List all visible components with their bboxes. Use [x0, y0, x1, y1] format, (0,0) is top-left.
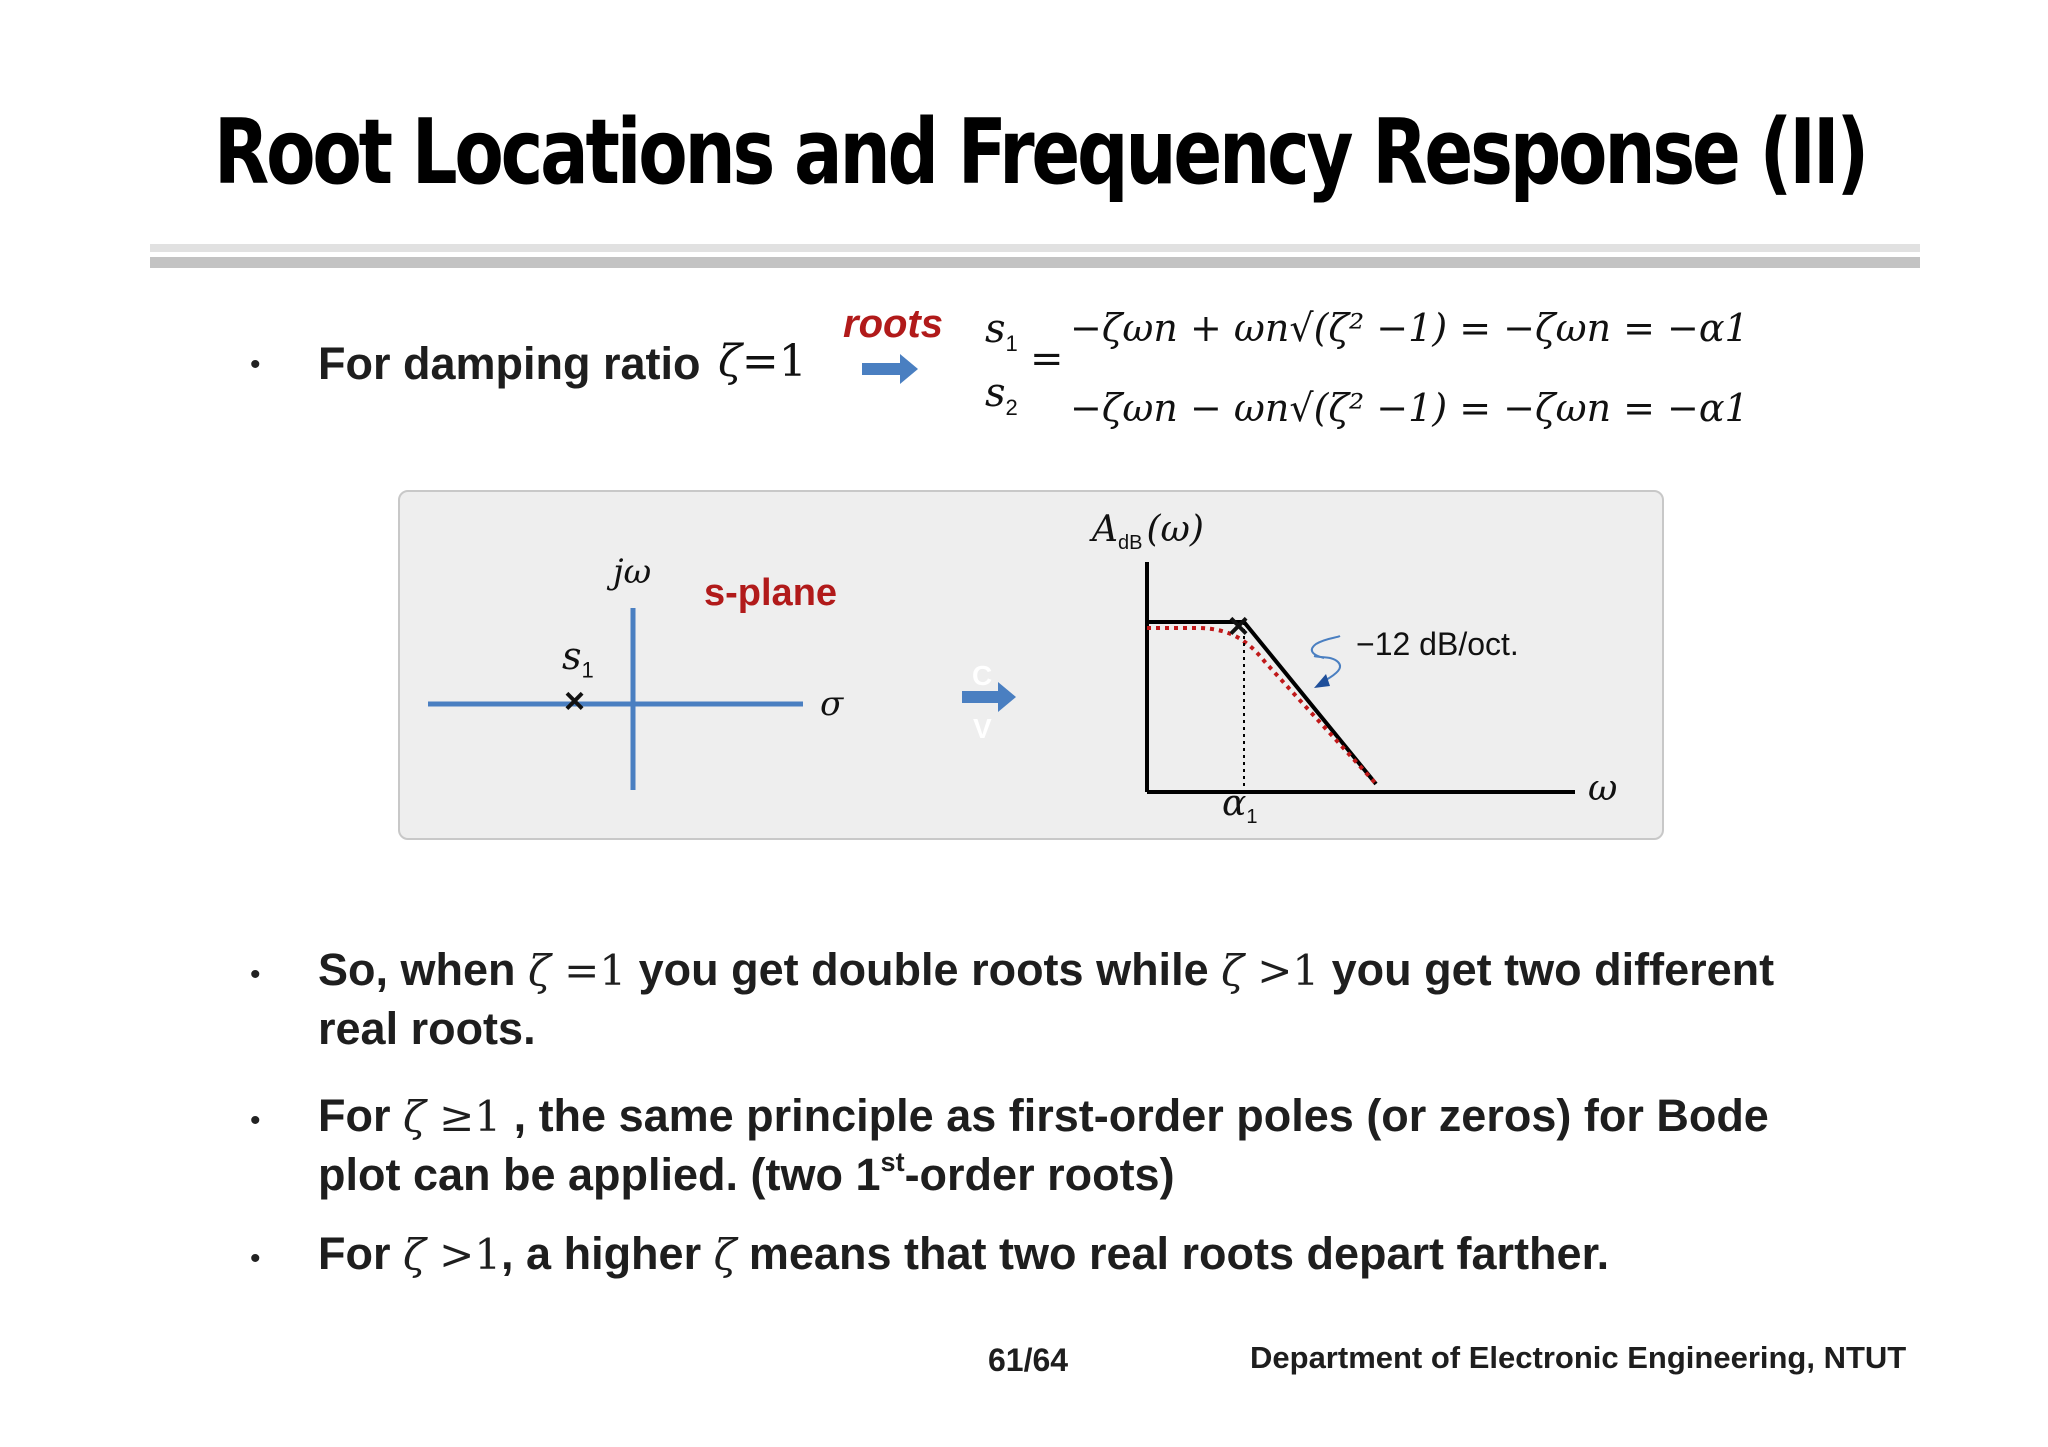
damping-condition: [718, 336, 807, 387]
department-footer: Department of Electronic Engineering, NTUT: [1250, 1340, 1907, 1375]
root-equation-2: −ζωn − ωn√(ζ² −1) = −ζωn = −α1: [1070, 386, 1749, 430]
root-s1: $s_1$: [985, 306, 1018, 356]
bode-x-label: ω: [1588, 768, 1618, 809]
slope-callout-curl: [1314, 656, 1340, 680]
corner-marker-icon: ×: [1228, 605, 1250, 646]
page-number: 61/64: [988, 1342, 1069, 1378]
bullet-marker: •: [250, 958, 261, 991]
bode-plot: [1100, 540, 1600, 820]
bullet-marker: •: [250, 348, 261, 381]
arrow-glyph-top: C: [972, 660, 993, 691]
root-equation-1: −ζωn + ωn√(ζ² −1) = −ζωn = −α1: [1070, 306, 1749, 350]
bullet-marker: •: [250, 1104, 261, 1137]
slope-callout-arrowhead: [1314, 674, 1330, 688]
bode-asymptote: [1147, 622, 1376, 784]
condition-value: =1: [741, 336, 807, 387]
bullet-3-line-1: For ζ >1, a higher ζ means that two real roots depart farther.: [318, 1228, 1610, 1279]
slope-callout-line: [1312, 636, 1340, 658]
bullet-1-line-1: So, when ζ =1 you get double roots while ζ >1 you get two different: [318, 944, 1775, 995]
bullet-2-line-1: For ζ ≥1 , the same principle as first-order poles (or zeros) for Bode: [318, 1090, 1769, 1141]
pole-s1-label: $s_1$: [562, 634, 594, 683]
zeta-symbol: ζ: [718, 336, 742, 387]
slope-label: −12 dB/oct.: [1356, 626, 1519, 662]
sigma-axis-label: σ: [820, 684, 844, 724]
root-s2: $s_2$: [985, 370, 1018, 420]
s-plane-label: s-plane: [704, 572, 838, 614]
jw-axis-label: jω: [613, 552, 652, 592]
damping-lead-text: For damping ratio: [318, 338, 701, 389]
roots-label: roots: [843, 302, 943, 346]
bode-y-label: $A_{dB}$ (ω): [1092, 509, 1204, 555]
bullet-2-line-2: plot can be applied. (two 1st-order roots): [318, 1147, 1175, 1200]
s-plane-axes: [400, 490, 860, 834]
title-rule-light: [150, 244, 1920, 252]
roots-arrow-icon: [862, 354, 922, 384]
bullet-1-line-2: real roots.: [318, 1003, 536, 1054]
bode-actual-curve: [1147, 628, 1378, 786]
slide-title: Root Locations and Frequency Response (II): [213, 100, 1867, 205]
title-rule-dark: [150, 257, 1920, 268]
bullet-marker: •: [250, 1242, 261, 1275]
corner-alpha-label: $\alpha_1$: [1222, 783, 1258, 829]
arrow-glyph-bottom: V: [973, 713, 992, 744]
pole-marker-icon: ×: [564, 680, 586, 721]
roots-equals-sign: =: [1030, 336, 1064, 382]
